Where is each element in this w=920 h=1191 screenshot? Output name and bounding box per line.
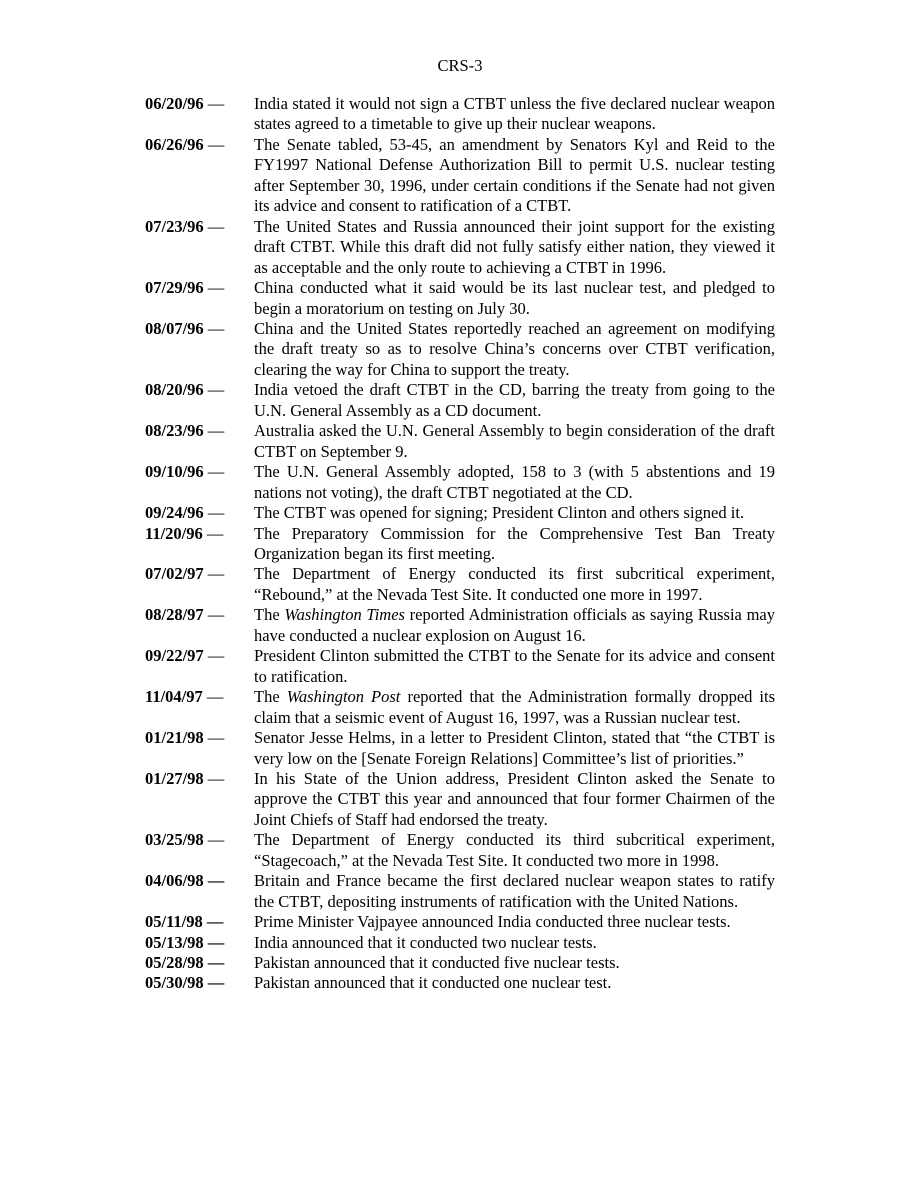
chronology-entry (145, 933, 775, 953)
chronology-entry (145, 871, 775, 912)
chronology-entry (145, 503, 775, 523)
entry-date: 09/22/97 — (145, 646, 225, 666)
entry-date: 05/11/98 — (145, 912, 224, 932)
entry-dash: — (203, 830, 225, 850)
entry-text: Pakistan announced that it conducted five nuclear tests. (254, 953, 620, 973)
chronology-entry (145, 380, 775, 421)
entry-dash: — (203, 768, 225, 788)
chronology-entry (145, 217, 775, 278)
entry-dash: — (203, 421, 225, 441)
entry-date: 06/20/96 — (145, 94, 225, 113)
chronology-entry (145, 94, 775, 135)
entry-dash: — (203, 380, 225, 400)
entry-text: The Department of Energy conducted its third subcritical experiment, “Stagecoach,” at the Nevada Test Site. It conducted two more in 1998. (254, 830, 775, 870)
newspaper-title: Washington Times (284, 605, 405, 625)
entry-dash: — (203, 216, 225, 236)
entry-date: 11/20/96 — (145, 523, 224, 543)
entry-text: China conducted what it said would be its last nuclear test, and pledged to begin a moratorium on testing on July 30. (254, 278, 775, 318)
entry-text: The Department of Energy conducted its first subcritical experiment, “Rebound,” at the Nevada Test Site. It conducted one more in 1997. (254, 564, 775, 604)
entry-text: The United States and Russia announced their joint support for the existing draft CTBT. While this draft did not fully satisfy either nation, they viewed it as acceptable and the only route to achieving a CTBT in 1996. (254, 216, 775, 277)
entry-date: 08/07/96 — (145, 318, 225, 338)
entry-text: Australia asked the U.N. General Assembly to begin consideration of the draft CTBT on September 9. (254, 421, 775, 461)
chronology-entry (145, 278, 775, 319)
entry-text: India stated it would not sign a CTBT unless the five declared nuclear weapon states agreed to a timetable to give up their nuclear weapons. (254, 94, 775, 134)
entry-date: 05/30/98 — (145, 973, 225, 993)
entry-dash: — (203, 728, 225, 748)
entry-text: The Senate tabled, 53-45, an amendment by Senators Kyl and Reid to the FY1997 National Defense Authorization Bill to permit U.S. nuclear testing after September 30, 1996, under certain conditions if the Senate had not given its advice and consent to ratification of a CTBT. (254, 134, 775, 216)
chronology-entry (145, 912, 775, 932)
entry-dash: — (203, 503, 225, 523)
entry-text: The U.N. General Assembly adopted, 158 to 3 (with 5 abstentions and 19 nations not voting), the draft CTBT negotiated at the CD. (254, 462, 775, 502)
entry-date: 01/21/98 — (145, 728, 225, 748)
entry-date: 07/29/96 — (145, 278, 225, 298)
newspaper-title: Washington Post (286, 687, 401, 707)
entry-date: 08/28/97 — (145, 605, 225, 625)
entry-date: 07/23/96 — (145, 216, 225, 236)
entry-dash: — (203, 318, 225, 338)
entry-date: 01/27/98 — (145, 768, 225, 788)
chronology-list (145, 94, 775, 994)
entry-date: 05/13/98 — (145, 932, 225, 952)
entry-text: In his State of the Union address, President Clinton asked the Senate to approve the CTBT this year and announced that four former Chairmen of the Joint Chiefs of Staff had endorsed the treaty. (254, 768, 775, 829)
entry-dash: — (203, 462, 225, 482)
chronology-entry (145, 462, 775, 503)
entry-dash: — (203, 973, 225, 993)
entry-date: 07/02/97 — (145, 564, 225, 584)
page-header (0, 56, 920, 76)
chronology-entry (145, 769, 775, 830)
entry-date: 03/25/98 — (145, 830, 225, 850)
chronology-entry (145, 687, 775, 728)
entry-text: Pakistan announced that it conducted one nuclear test. (254, 973, 612, 993)
chronology-entry (145, 646, 775, 687)
entry-dash: — (202, 687, 224, 707)
entry-dash: — (203, 94, 225, 113)
entry-date: 08/20/96 — (145, 380, 225, 400)
entry-date: 09/24/96 — (145, 503, 225, 523)
entry-text: The Washington Post reported that the Administration formally dropped its claim that a seismic event of August 16, 1997, was a Russian nuclear test. (254, 687, 776, 727)
entry-text: India announced that it conducted two nuclear tests. (254, 932, 597, 952)
entry-text: China and the United States reportedly reached an agreement on modifying the draft treaty so as to resolve China’s concerns over CTBT verification, clearing the way for China to support the treaty. (254, 318, 775, 379)
entry-text: India vetoed the draft CTBT in the CD, barring the treaty from going to the U.N. General Assembly as a CD document. (254, 380, 775, 420)
chronology-entry (145, 830, 775, 871)
entry-text: Senator Jesse Helms, in a letter to President Clinton, stated that “the CTBT is very low on the [Senate Foreign Relations] Committee’s list of priorities.” (254, 728, 775, 768)
entry-text: The Washington Times reported Administration officials as saying Russia may have conducted a nuclear explosion on August 16. (254, 605, 775, 645)
chronology-entry (145, 728, 775, 769)
entry-date: 11/04/97 — (145, 687, 224, 707)
entry-text: Prime Minister Vajpayee announced India conducted three nuclear tests. (254, 912, 731, 932)
entry-dash: — (203, 605, 225, 625)
chronology-entry (145, 135, 775, 217)
entry-date: 04/06/98 — (145, 871, 225, 891)
page-number: CRS-3 (437, 56, 483, 75)
entry-dash: — (203, 871, 225, 891)
entry-dash: — (202, 912, 224, 932)
entry-dash: — (203, 932, 225, 952)
chronology-entry (145, 564, 775, 605)
entry-text: President Clinton submitted the CTBT to the Senate for its advice and consent to ratification. (254, 646, 775, 686)
entry-dash: — (203, 953, 225, 973)
entry-text: The Preparatory Commission for the Comprehensive Test Ban Treaty Organization began its first meeting. (254, 523, 775, 563)
chronology-entry (145, 605, 775, 646)
entry-date: 06/26/96 — (145, 134, 225, 154)
chronology-entry (145, 953, 775, 973)
entry-date: 08/23/96 — (145, 421, 225, 441)
entry-dash: — (202, 523, 224, 543)
chronology-entry (145, 319, 775, 380)
entry-text: The CTBT was opened for signing; President Clinton and others signed it. (254, 503, 745, 523)
entry-dash: — (203, 134, 225, 154)
chronology-entry (145, 421, 775, 462)
entry-dash: — (203, 646, 225, 666)
entry-date: 05/28/98 — (145, 953, 225, 973)
entry-dash: — (203, 564, 225, 584)
chronology-entry (145, 524, 775, 565)
entry-date: 09/10/96 — (145, 462, 225, 482)
entry-text: Britain and France became the first declared nuclear weapon states to ratify the CTBT, depositing instruments of ratification with the United Nations. (254, 871, 775, 911)
entry-dash: — (203, 278, 225, 298)
chronology-entry (145, 973, 775, 993)
